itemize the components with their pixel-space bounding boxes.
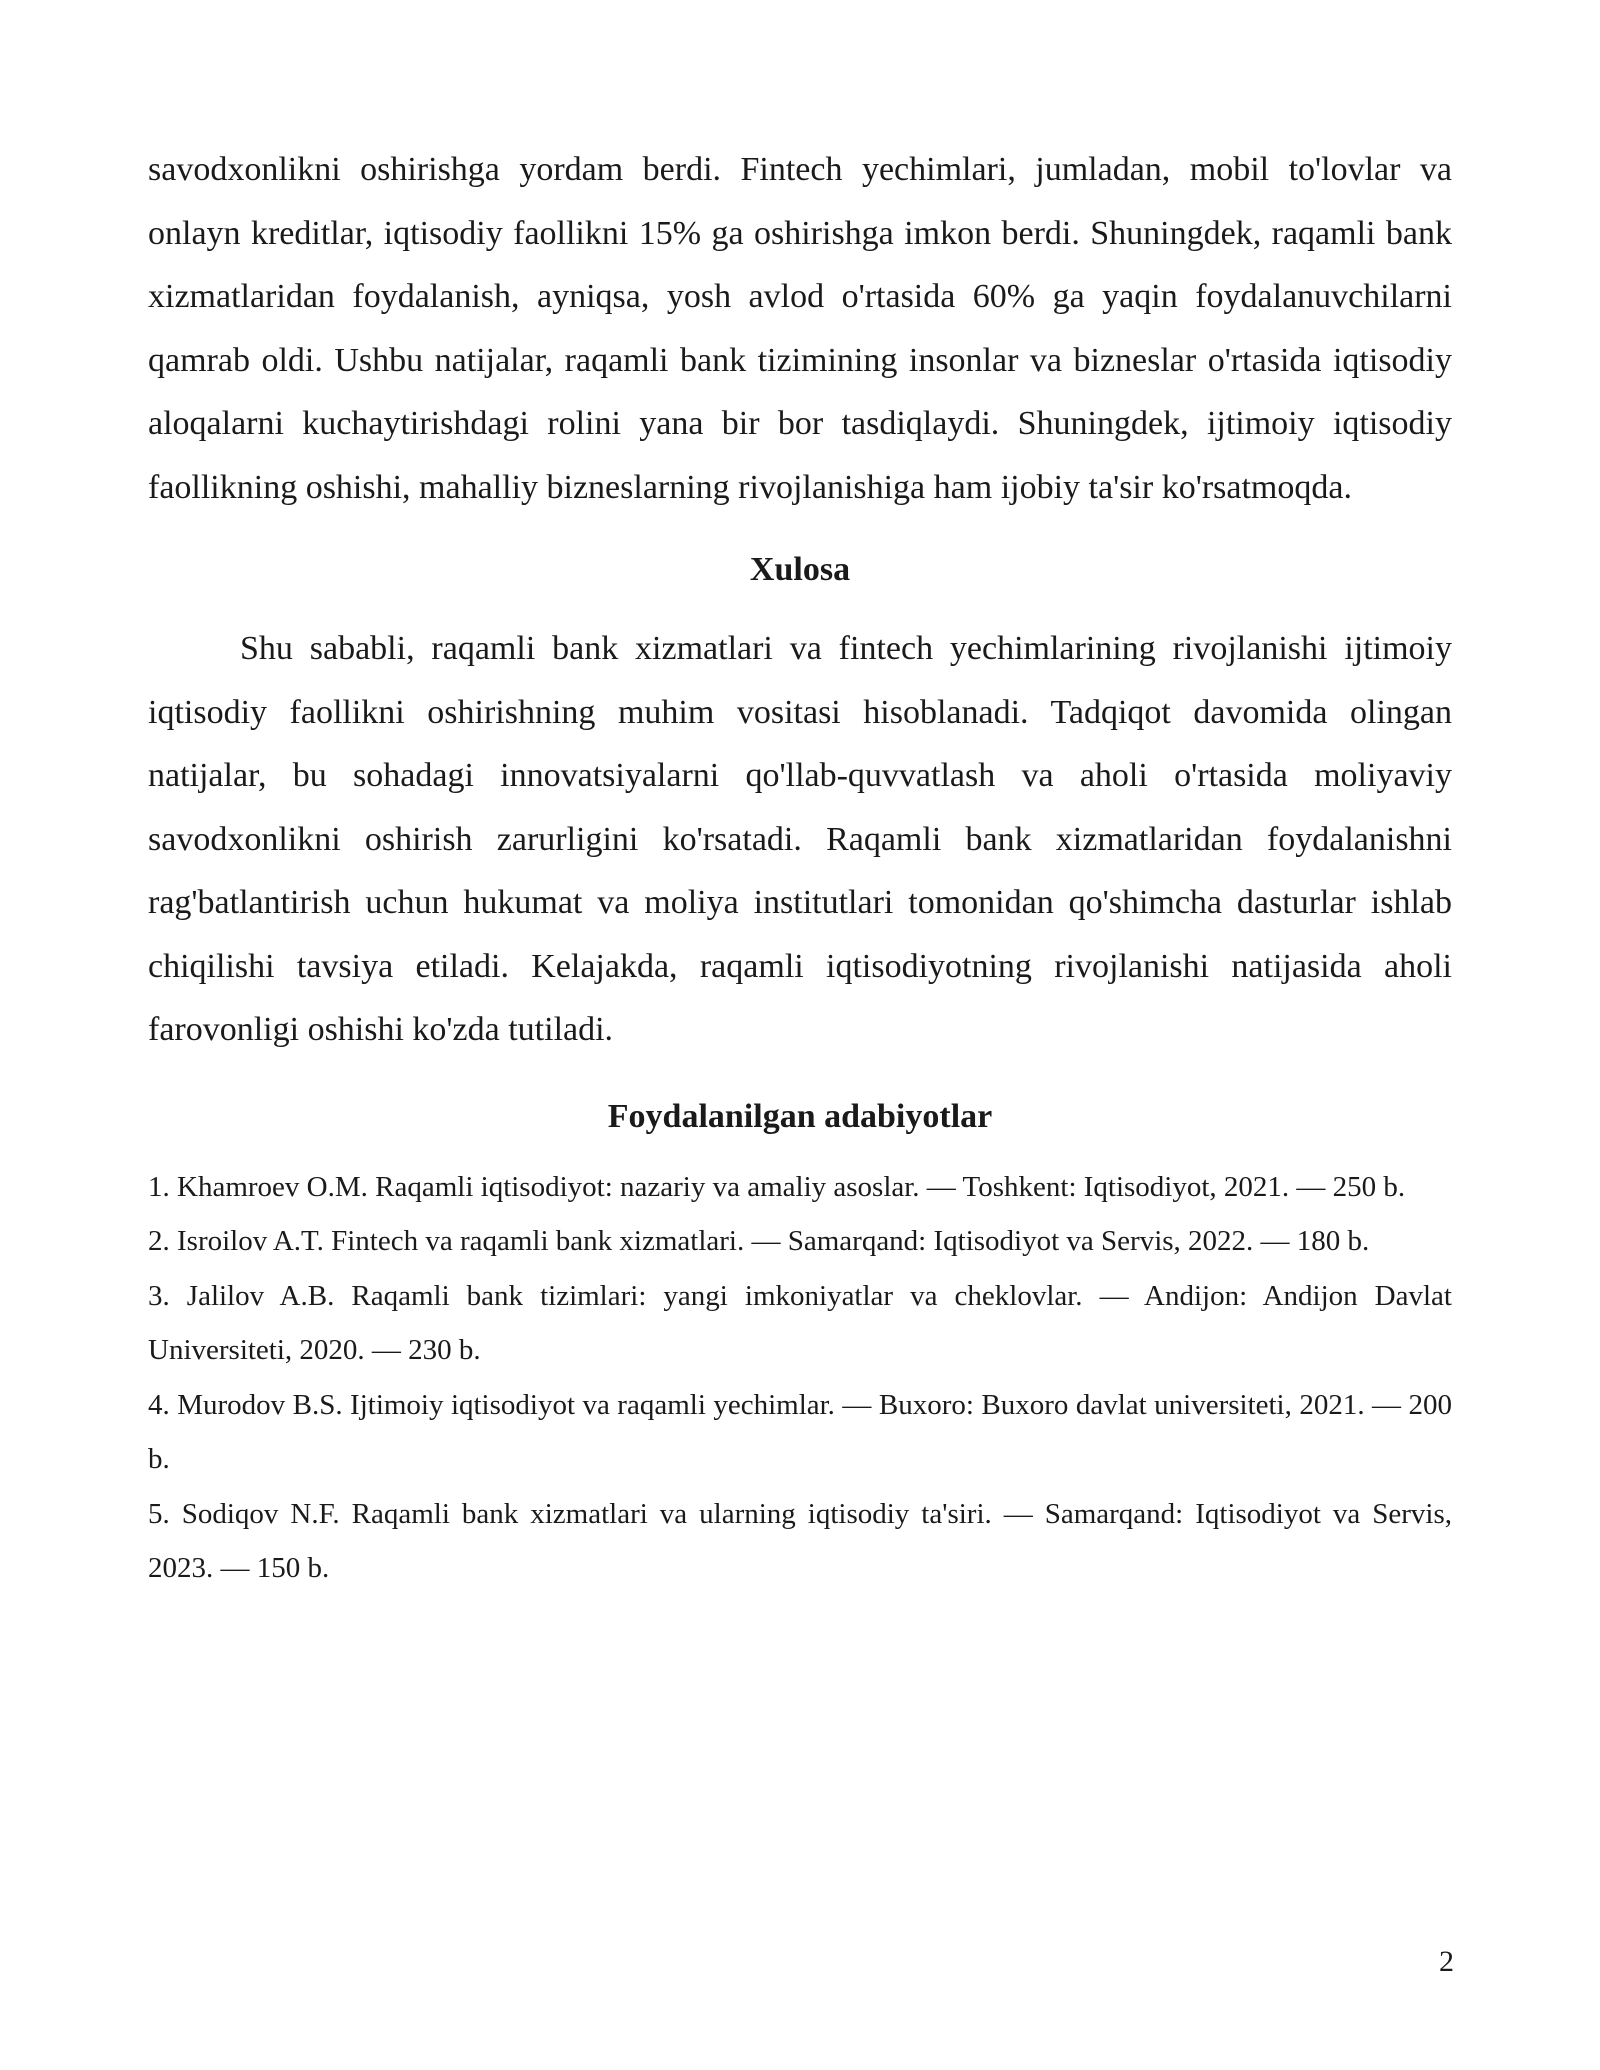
reference-item: 1. Khamroev O.M. Raqamli iqtisodiyot: nazariy va amaliy asoslar. — Toshkent: Iqtisodiyot, 2021. — 250 b. bbox=[148, 1170, 1406, 1203]
references-heading: Foydalanilgan adabiyotlar bbox=[607, 1097, 993, 1135]
references-list bbox=[148, 1160, 1452, 1596]
document-page bbox=[148, 138, 1452, 1596]
conclusion-heading: Xulosa bbox=[749, 551, 851, 588]
reference-item: 5. Sodiqov N.F. Raqamli bank xizmatlari va ularning iqtisodiy ta'siri. — Samarqand: Iqtisodiyot va Servis, 2023. — 150 b. bbox=[148, 1497, 1452, 1584]
reference-item: 2. Isroilov A.T. Fintech va raqamli bank xizmatlari. — Samarqand: Iqtisodiyot va Servis, 2022. — 180 b. bbox=[148, 1225, 1370, 1257]
conclusion-paragraph: Shu sababli, raqamli bank xizmatlari va fintech yechimlarining rivojlanishi ijtimoiy iqtisodiy faollikni oshirishning muhim vositasi hisoblanadi. Tadqiqot davomida olingan natijalar, bu sohadagi innovatsiyalarni qo'llab-quvvatlash va aholi o'rtasida moliyaviy savodxonlikni oshirish zarurligini ko'rsatadi. Raqamli bank xizmatlaridan foydalanishni rag'batlantirish uchun hukumat va moliya institutlari tomonidan qo'shimcha dasturlar ishlab chiqilishi tavsiya etiladi. Kelajakda, raqamli iqtisodiyotning rivojlanishi natijasida aholi farovonligi oshishi ko'zda tutiladi. bbox=[148, 630, 1452, 1048]
intro-paragraph: savodxonlikni oshirishga yordam berdi. Fintech yechimlari, jumladan, mobil to'lovlar va onlayn kreditlar, iqtisodiy faollikni 15% ga oshirishga imkon berdi. Shuningdek, raqamli bank xizmatlaridan foydalanish, ayniqsa, yosh avlod o'rtasida 60% ga yaqin foydalanuvchilarni qamrab oldi. Ushbu natijalar, raqamli bank tizimining insonlar va bizneslar o'rtasida iqtisodiy aloqalarni kuchaytirishdagi rolini yana bir bor tasdiqlaydi. Shuningdek, ijtimoiy iqtisodiy faollikning oshishi, mahalliy bizneslarning rivojlanishiga ham ijobiy ta'sir ko'rsatmoqda. bbox=[148, 151, 1452, 506]
reference-item: 4. Murodov B.S. Ijtimoiy iqtisodiyot va raqamli yechimlar. — Buxoro: Buxoro davlat universiteti, 2021. — 200 b. bbox=[148, 1388, 1452, 1475]
reference-item: 3. Jalilov A.B. Raqamli bank tizimlari: yangi imkoniyatlar va cheklovlar. — Andijon: Andijon Davlat Universiteti, 2020. — 230 b. bbox=[148, 1279, 1452, 1366]
page-number: 2 bbox=[1439, 1945, 1454, 1978]
